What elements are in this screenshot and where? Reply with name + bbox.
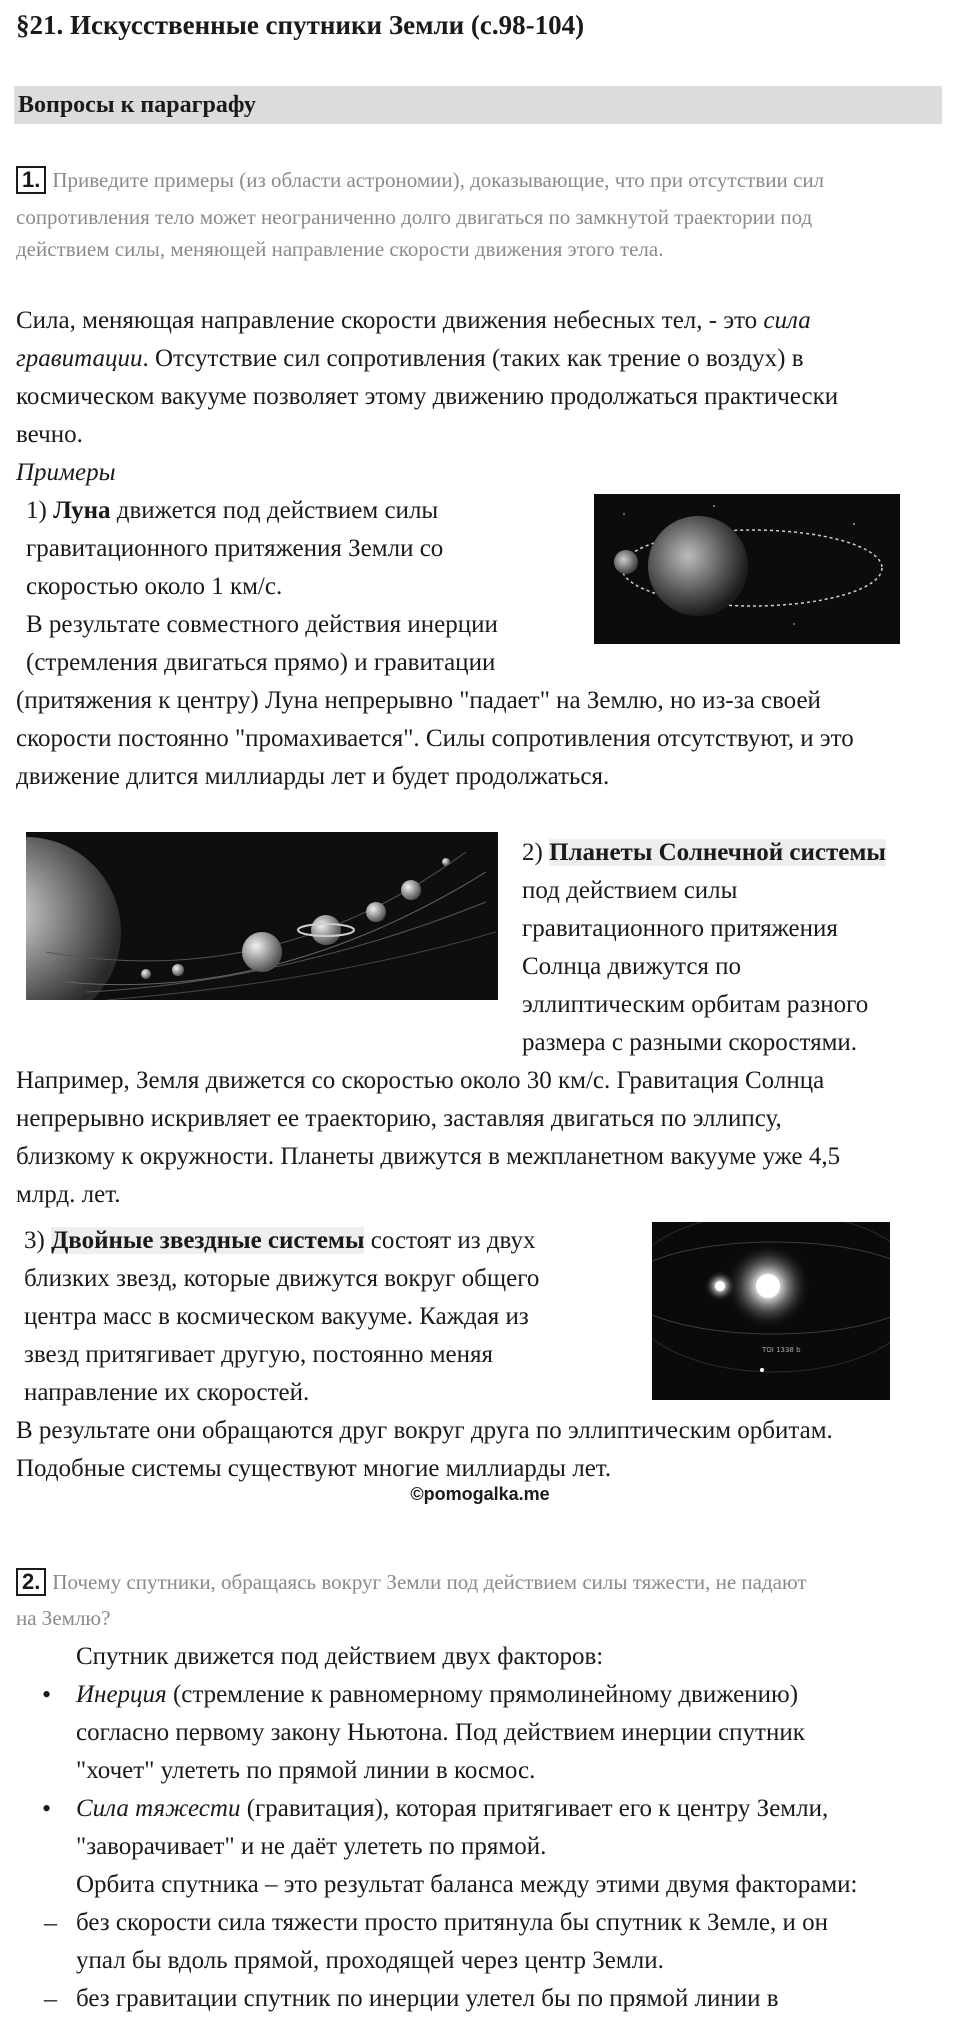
example-2-line-5: эллиптическим орбитам разного xyxy=(522,991,869,1018)
example-1-line-3: скоростью около 1 км/с. xyxy=(26,573,283,600)
bullet-icon: • xyxy=(42,1794,52,1823)
answer-1-intro-3: космическом вакууме позволяет этому движению продолжаться практически xyxy=(16,383,839,410)
example-1-line-6: (притяжения к центру) Луна непрерывно "падает" на Землю, но из-за своей xyxy=(16,687,821,714)
question-1-text-1: Приведите примеры (из области астрономии), доказывающие, что при отсутствии сил xyxy=(52,168,825,192)
example-2-line-1: 2) Планеты Солнечной системы xyxy=(522,839,886,866)
example-2-line-9: близкому к окружности. Планеты движутся в межпланетном вакууме уже 4,5 xyxy=(16,1143,841,1170)
example-1-line-1: 1) Луна движется под действием силы xyxy=(26,497,439,524)
example-1-line-5: (стремления двигаться прямо) и гравитации xyxy=(26,649,496,676)
example-1-line-4: В результате совместного действия инерции xyxy=(26,611,498,638)
dash-icon: – xyxy=(44,1908,57,1937)
solar-system-image xyxy=(26,832,498,1000)
question-1-line-2: сопротивления тело может неограниченно долго двигаться по замкнутой траектории под xyxy=(16,205,813,229)
question-1-line-1 xyxy=(16,164,824,196)
question-2-line-1 xyxy=(16,1566,807,1598)
example-3-line-4: звезд притягивает другую, постоянно меняя xyxy=(24,1341,493,1368)
answer-1-intro-4: вечно. xyxy=(16,421,83,448)
answer-2-bullet-1-line-2: согласно первому закону Ньютона. Под действием инерции спутник xyxy=(76,1719,805,1746)
answer-2-dash-2-line-1: без гравитации спутник по инерции улетел бы по прямой линии в xyxy=(76,1985,779,2012)
binary-stars-image xyxy=(652,1222,890,1400)
example-2-line-10: млрд. лет. xyxy=(16,1181,121,1208)
example-3-line-7: Подобные системы существуют многие миллиарды лет. xyxy=(16,1455,612,1482)
example-2-line-6: размера с разными скоростями. xyxy=(522,1029,858,1056)
example-2-line-8: непрерывно искривляет ее траекторию, заставляя двигаться по эллипсу, xyxy=(16,1105,782,1132)
answer-2-balance: Орбита спутника – это результат баланса между этими двумя факторами: xyxy=(76,1871,858,1898)
answer-1-intro-2: гравитации. Отсутствие сил сопротивления (таких как трение о воздух) в xyxy=(16,345,804,372)
answer-2-dash-1-line-2: упал бы вдоль прямой, проходящей через центр Земли. xyxy=(76,1947,664,1974)
answer-2-bullet-1-line-3: "хочет" улететь по прямой линии в космос. xyxy=(76,1757,536,1784)
examples-label: Примеры xyxy=(16,459,116,486)
answer-2-bullet-2-line-2: "заворачивает" и не даёт улететь по прямой. xyxy=(76,1833,547,1860)
watermark: ©pomogalka.me xyxy=(410,1484,550,1504)
example-3-line-2: близких звезд, которые движутся вокруг общего xyxy=(24,1265,540,1292)
page-title: §21. Искусственные спутники Земли (с.98-104) xyxy=(16,10,585,40)
bullet-icon: • xyxy=(42,1680,52,1709)
question-number-2: 2. xyxy=(16,1568,46,1596)
example-2-line-7: Например, Земля движется со скоростью около 30 км/с. Гравитация Солнца xyxy=(16,1067,825,1094)
answer-1-intro-1: Сила, меняющая направление скорости движения небесных тел, - это сила xyxy=(16,307,811,334)
answer-2-bullet-2-line-1: Сила тяжести (гравитация), которая притягивает его к центру Земли, xyxy=(76,1795,829,1822)
moon-orbit-image xyxy=(594,494,900,644)
question-number-1: 1. xyxy=(16,166,46,194)
example-1-line-2: гравитационного притяжения Земли со xyxy=(26,535,444,562)
example-2-line-3: гравитационного притяжения xyxy=(522,915,838,942)
example-1-line-8: движение длится миллиарды лет и будет продолжаться. xyxy=(16,763,610,790)
example-3-line-6: В результате они обращаются друг вокруг друга по эллиптическим орбитам. xyxy=(16,1417,833,1444)
binary-stars-label: TOI 1338 b xyxy=(762,1346,801,1354)
example-3-line-1: 3) Двойные звездные системы состоят из двух xyxy=(24,1227,536,1254)
question-1-line-3: действием силы, меняющей направление скорости движения этого тела. xyxy=(16,237,664,261)
answer-2-intro: Спутник движется под действием двух факторов: xyxy=(76,1643,604,1670)
example-3-line-3: центра масс в космическом вакууме. Каждая из xyxy=(24,1303,529,1330)
answer-2-dash-1-line-1: без скорости сила тяжести просто притянула бы спутник к Земле, и он xyxy=(76,1909,829,1936)
question-2-line-2: на Землю? xyxy=(16,1606,111,1630)
answer-2-bullet-1-line-1: Инерция (стремление к равномерному прямолинейному движению) xyxy=(76,1681,799,1708)
section-title: Вопросы к параграфу xyxy=(18,92,256,118)
example-2-line-2: под действием силы xyxy=(522,877,738,904)
section-header xyxy=(14,86,942,124)
question-2-text-1: Почему спутники, обращаясь вокруг Земли под действием силы тяжести, не падают xyxy=(52,1570,807,1594)
example-1-line-7: скорости постоянно "промахивается". Силы сопротивления отсутствуют, и это xyxy=(16,725,854,752)
dash-icon: – xyxy=(44,1984,57,2013)
example-3-line-5: направление их скоростей. xyxy=(24,1379,310,1406)
example-2-line-4: Солнца движутся по xyxy=(522,953,742,980)
